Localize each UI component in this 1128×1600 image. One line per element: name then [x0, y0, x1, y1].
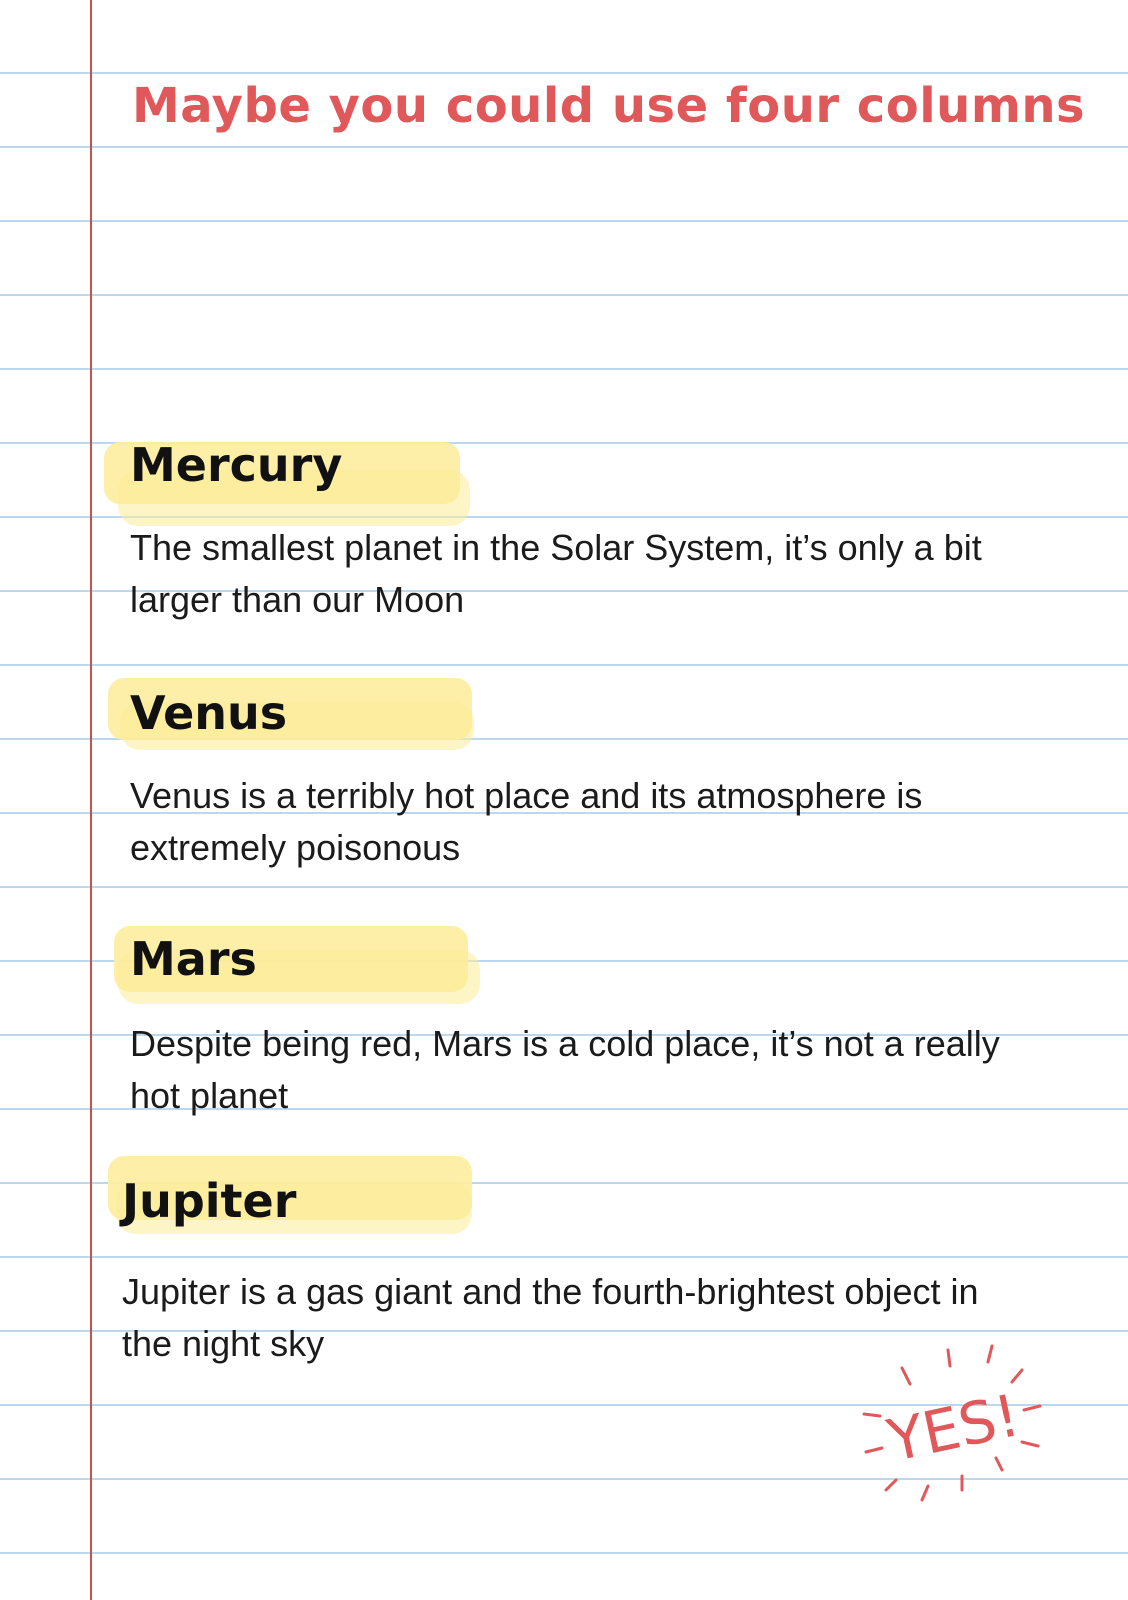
planet-description-venus: Venus is a terribly hot place and its atmosphere is extremely poisonous [130, 775, 923, 868]
yes-stamp [862, 1340, 1052, 1520]
yes-stamp-text: YES! [881, 1381, 1026, 1476]
page-title: Maybe you could use four columns [132, 78, 1086, 134]
planet-heading-mars: Mars [130, 932, 257, 986]
planet-description-jupiter: Jupiter is a gas giant and the fourth-brightest object in the night sky [122, 1271, 979, 1364]
planet-heading-jupiter: Jupiter [122, 1174, 297, 1228]
margin-line [90, 0, 92, 1600]
planet-heading-mercury: Mercury [130, 438, 343, 492]
planet-heading-venus: Venus [130, 686, 288, 740]
planet-description-mars: Despite being red, Mars is a cold place, it’s not a really hot planet [130, 1023, 1000, 1116]
planet-description-mercury: The smallest planet in the Solar System, it’s only a bit larger than our Moon [130, 527, 982, 620]
